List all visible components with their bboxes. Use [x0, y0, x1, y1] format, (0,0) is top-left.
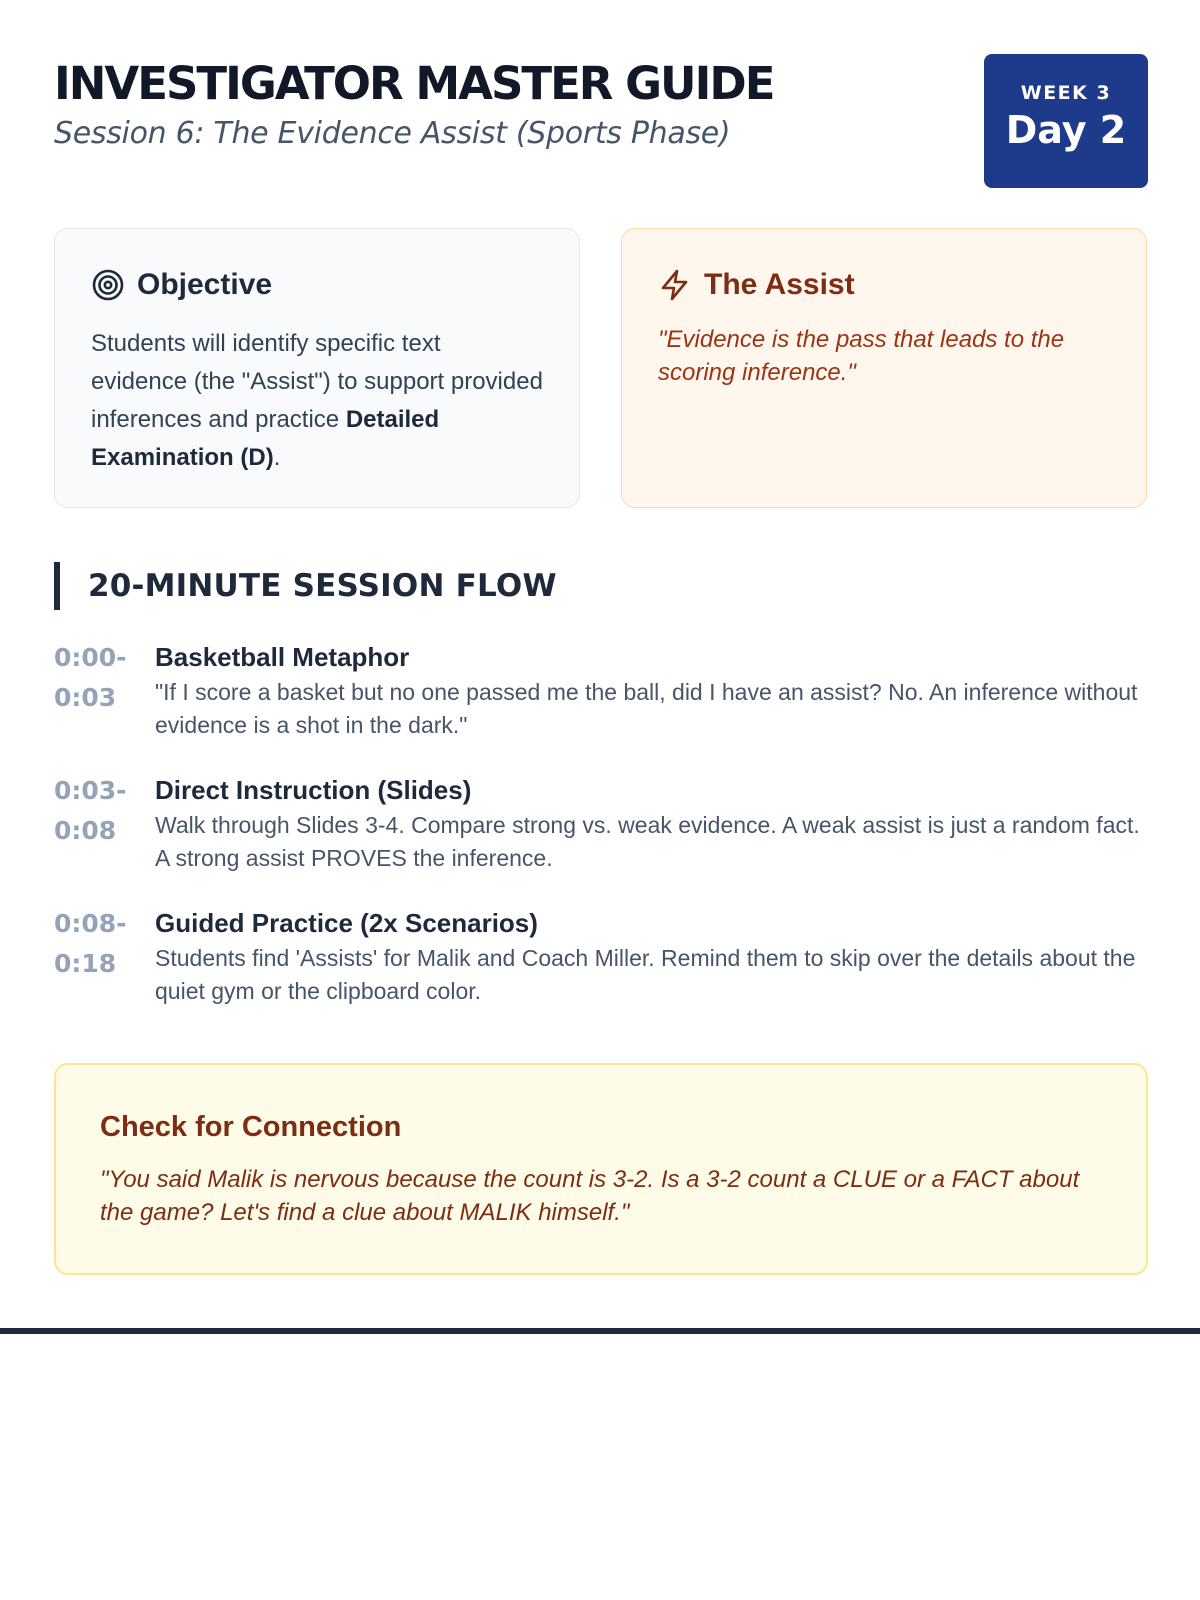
objective-bold-term: Detailed Examination (D) — [91, 406, 440, 471]
assist-card — [621, 228, 1147, 508]
page-header — [54, 54, 1148, 188]
flow-time-start: 0:00- — [54, 643, 127, 672]
flow-description: Walk through Slides 3-4. Compare strong vs. weak evidence. A weak assist is just a random fact. A strong assist PROVES the inference. — [155, 812, 1140, 871]
check-for-connection-box — [54, 1063, 1148, 1275]
session-flow-heading — [54, 562, 557, 610]
page-title: INVESTIGATOR MASTER GUIDE — [54, 57, 774, 110]
flow-time-start: 0:08- — [54, 909, 127, 938]
objective-header — [91, 267, 543, 303]
session-flow-title: 20-MINUTE SESSION FLOW — [88, 568, 557, 604]
flow-time-end: 0:08 — [54, 816, 117, 845]
day-label: Day 2 — [1005, 108, 1127, 152]
target-icon — [91, 268, 125, 302]
objective-title: Objective — [137, 268, 273, 301]
session-flow-list — [54, 638, 1148, 1037]
check-title: Check for Connection — [100, 1111, 402, 1143]
flow-time — [54, 638, 154, 718]
flow-time — [54, 904, 154, 984]
flow-description: Students find 'Assists' for Malik and Coach Miller. Remind them to skip over the details about the quiet gym or the clipboard color. — [155, 945, 1136, 1004]
flow-title: Basketball Metaphor — [155, 642, 410, 672]
lightning-icon — [658, 268, 692, 302]
week-day-badge — [984, 54, 1148, 188]
week-label: WEEK 3 — [1020, 82, 1112, 104]
flow-title: Direct Instruction (Slides) — [155, 775, 472, 805]
flow-item — [54, 904, 1148, 1037]
flow-item — [54, 638, 1148, 771]
flow-body — [155, 638, 1148, 742]
flow-body — [155, 904, 1148, 1008]
flow-time-end: 0:03 — [54, 683, 117, 712]
flow-body — [155, 771, 1148, 875]
flow-time-end: 0:18 — [54, 949, 117, 978]
assist-quote: "Evidence is the pass that leads to the scoring inference." — [658, 326, 1065, 386]
flow-item — [54, 771, 1148, 904]
flow-description: "If I score a basket but no one passed me the ball, did I have an assist? No. An inference without evidence is a shot in the dark." — [155, 679, 1138, 738]
page-subtitle: Session 6: The Evidence Assist (Sports Phase) — [54, 116, 731, 151]
footer-divider — [0, 1328, 1200, 1334]
assist-header — [658, 267, 1110, 303]
flow-time-start: 0:03- — [54, 776, 127, 805]
objective-card — [54, 228, 580, 508]
assist-title: The Assist — [704, 268, 855, 301]
objective-text-tail: . — [273, 444, 281, 471]
flow-title: Guided Practice (2x Scenarios) — [155, 908, 538, 938]
flow-time — [54, 771, 154, 851]
check-text: "You said Malik is nervous because the count is 3-2. Is a 3-2 count a CLUE or a FACT about the game? Let's find a clue about MALIK himself." — [100, 1166, 1080, 1226]
objective-text-body: Students will identify specific text evidence (the "Assist") to support provided inferences and practice — [91, 330, 543, 433]
objective-text — [91, 325, 543, 477]
